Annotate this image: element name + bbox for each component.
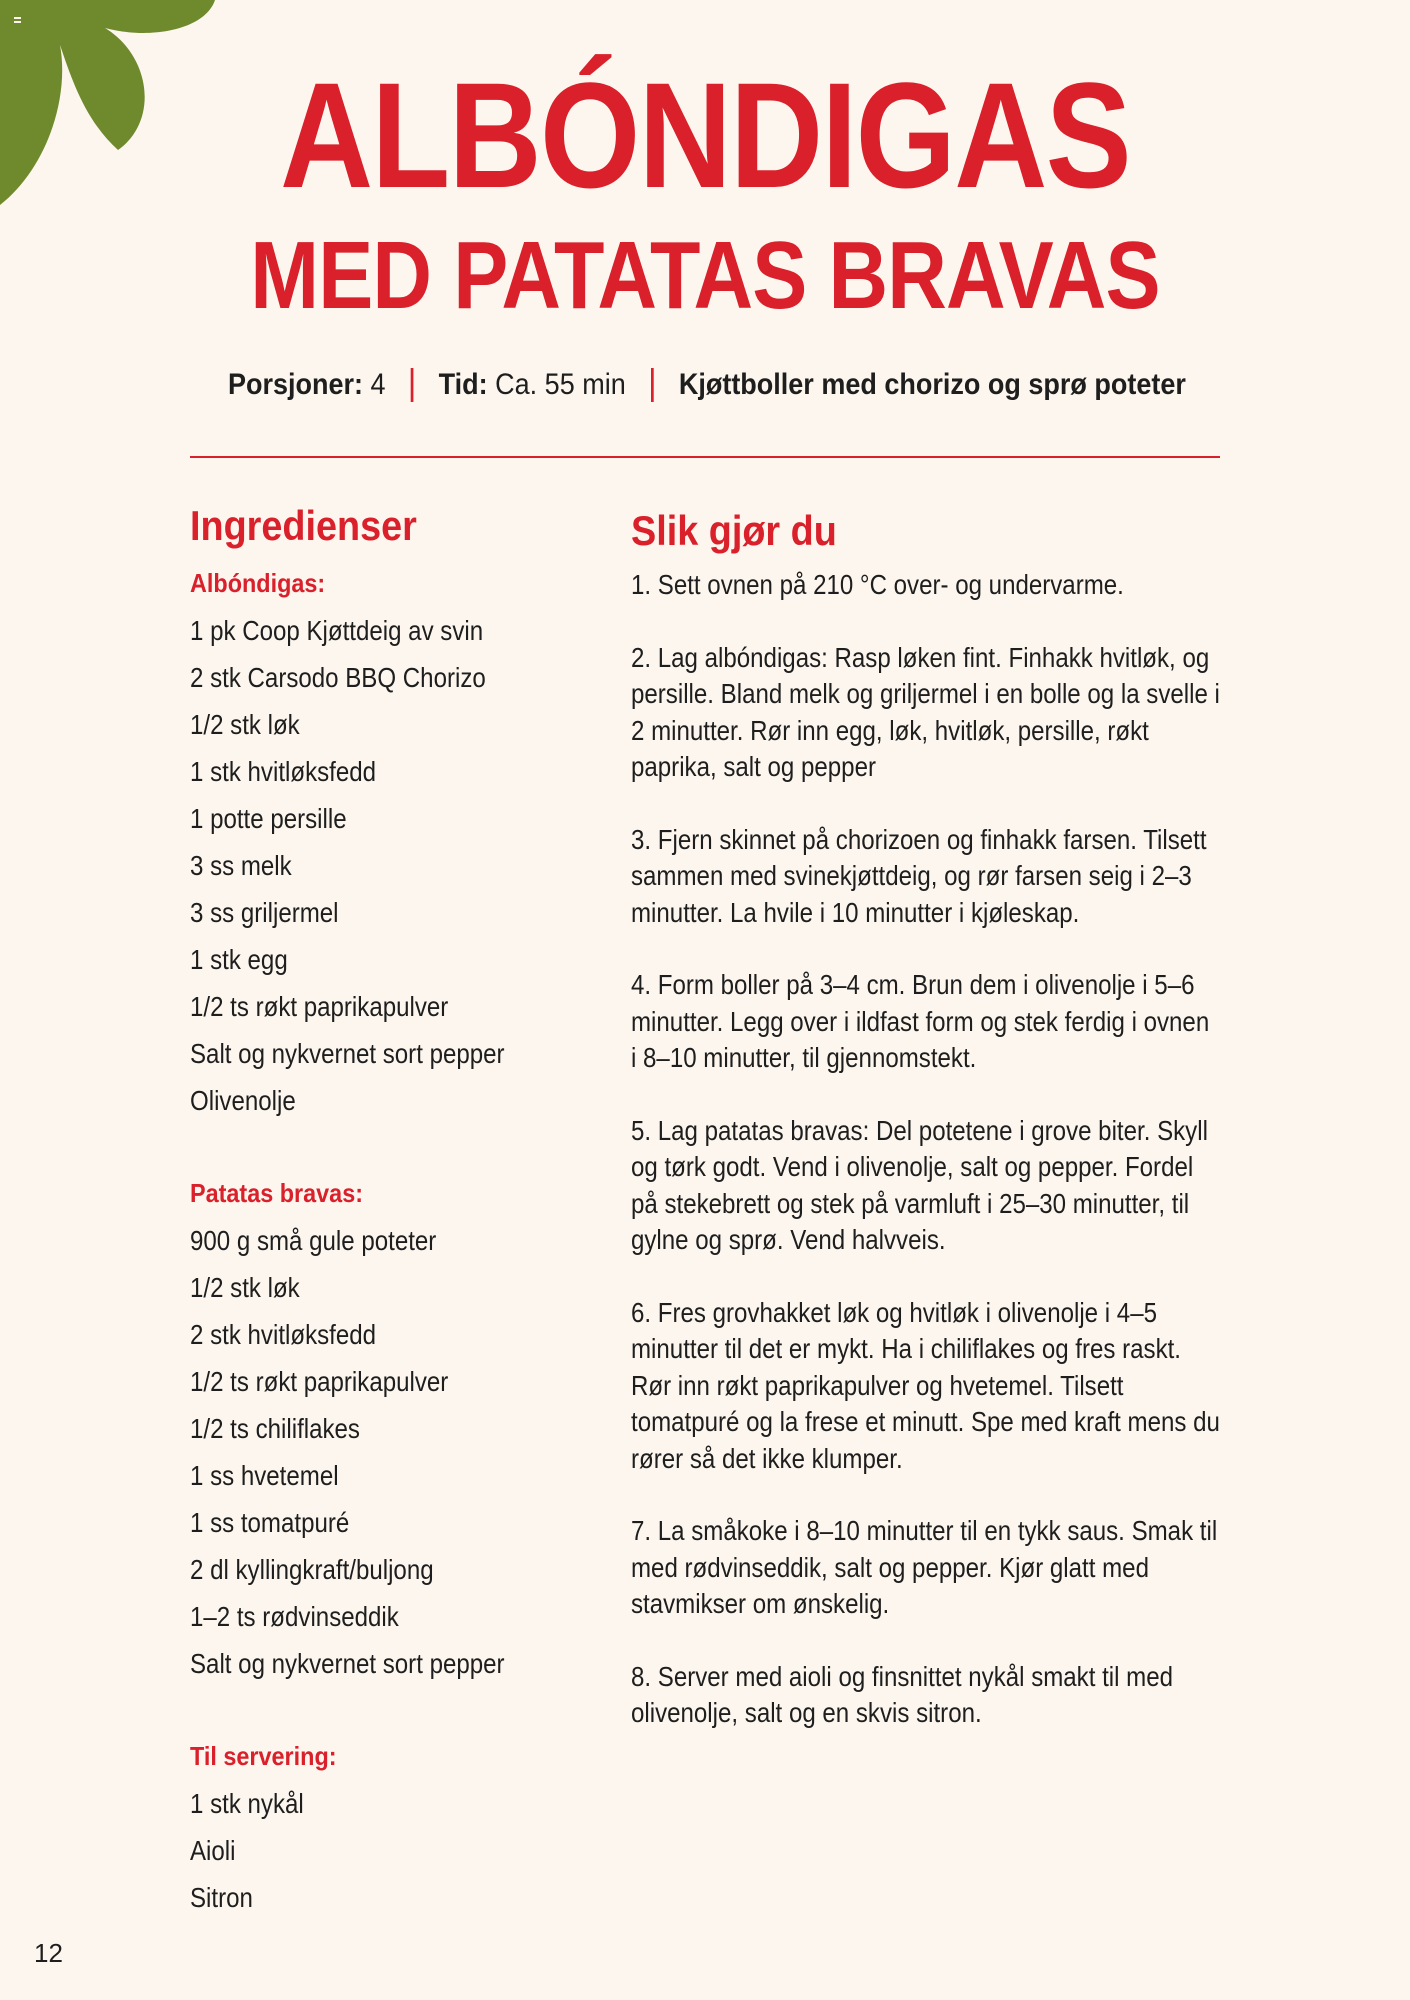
portions-value: 4 (370, 368, 386, 401)
ingredient-item: 1/2 stk løk (190, 709, 300, 740)
instruction-step: 2. Lag albóndigas: Rasp løken fint. Finhakk hvitløk, og persille. Bland melk og griljermel i en bolle og la svelle i 2 minutter. Rør inn egg, løk, hvitløk, persille, røkt paprika, salt og pepper (631, 641, 1220, 782)
ingredient-item: 3 ss griljermel (190, 897, 339, 928)
ingredients-column (190, 500, 610, 1921)
ingredient-item: Sitron (190, 1882, 253, 1913)
ingredient-item: 1 potte persille (190, 803, 347, 834)
time-label: Tid: (438, 368, 488, 401)
instruction-step: 3. Fjern skinnet på chorizoen og finhakk farsen. Tilsett sammen med svinekjøttdeig, og rør farsen seig i 2–3 minutter. La hvile i 10 minutter i kjøleskap. (631, 823, 1207, 928)
ingredient-item: 1/2 stk løk (190, 1272, 300, 1303)
title-main: ALBÓNDIGAS (280, 51, 1130, 219)
ingredient-item: 3 ss melk (190, 850, 292, 881)
meta-separator (411, 368, 414, 402)
instruction-step: 8. Server med aioli og finsnittet nykål smakt til med olivenolje, salt og en skvis sitron. (631, 1660, 1174, 1728)
ingredient-item: 1 ss hvetemel (190, 1460, 339, 1491)
instruction-step: 5. Lag patatas bravas: Del potetene i grove biter. Skyll og tørk godt. Vend i olivenolje, salt og pepper. Fordel på stekebrett og stek på varmluft i 25–30 minutter, til gylne og sprø. Vend halvveis. (631, 1114, 1208, 1255)
instructions-heading: Slik gjør du (631, 507, 837, 554)
recipe-title (0, 51, 1410, 331)
ingredient-item: 1/2 ts røkt paprikapulver (190, 991, 449, 1022)
ingredient-item: Aioli (190, 1835, 236, 1866)
instructions-column (631, 505, 1221, 1768)
ingredient-item: 1 stk nykål (190, 1788, 304, 1819)
ingredient-item: Olivenolje (190, 1085, 296, 1116)
divider (190, 456, 1220, 458)
ingredient-item: 1 stk hvitløksfedd (190, 756, 377, 787)
instruction-step: 7. La småkoke i 8–10 minutter til en tykk saus. Smak til med rødvinseddik, salt og pepper. Kjør glatt med stavmikser om ønskelig. (631, 1515, 1218, 1619)
page-number: 12 (34, 1938, 63, 1968)
recipe-meta (228, 368, 1186, 402)
ingredient-group-title: Albóndigas: (190, 568, 326, 598)
instruction-step: 4. Form boller på 3–4 cm. Brun dem i olivenolje i 5–6 minutter. Legg over i ildfast form og stek ferdig i ovnen i 8–10 minutter, til gjennomstekt. (631, 969, 1210, 1073)
time-value: Ca. 55 min (495, 368, 626, 401)
instruction-step: 6. Fres grovhakket løk og hvitløk i olivenolje i 4–5 minutter til det er mykt. Ha i chiliflakes og fres raskt. Rør inn røkt paprikapulver og hvetemel. Tilsett tomatpuré og la frese et minutt. Spe med kraft mens du rører så det ikke klumper. (631, 1296, 1220, 1474)
ingredient-item: Salt og nykvernet sort pepper (190, 1648, 505, 1679)
recipe-description: Kjøttboller med chorizo og sprø poteter (678, 368, 1186, 401)
ingredient-item: Salt og nykvernet sort pepper (190, 1038, 505, 1069)
ingredient-groups (190, 560, 610, 1921)
ingredients-heading: Ingredienser (190, 502, 417, 549)
instruction-step: 1. Sett ovnen på 210 °C over- og undervarme. (631, 569, 1124, 600)
portions (228, 368, 386, 402)
meta-separator (651, 368, 654, 402)
portions-label: Porsjoner: (228, 368, 364, 401)
ingredient-item: 1/2 ts røkt paprikapulver (190, 1366, 449, 1397)
ingredient-item: 1 stk egg (190, 944, 288, 975)
ingredient-group-title: Patatas bravas: (190, 1178, 364, 1208)
ingredient-item: 1/2 ts chiliflakes (190, 1413, 360, 1444)
ingredient-item: 2 dl kyllingkraft/buljong (190, 1554, 434, 1585)
title-subtitle: MED PATATAS BRAVAS (250, 222, 1160, 329)
ingredient-group (190, 1733, 610, 1921)
time (439, 368, 626, 402)
ingredient-group (190, 1170, 610, 1687)
ingredient-item: 1 pk Coop Kjøttdeig av svin (190, 615, 484, 646)
ingredient-group-title: Til servering: (190, 1741, 337, 1771)
instruction-steps (631, 567, 1221, 1732)
ingredient-item: 1–2 ts rødvinseddik (190, 1601, 399, 1632)
ingredient-item: 2 stk Carsodo BBQ Chorizo (190, 662, 486, 693)
ingredient-group (190, 560, 610, 1124)
ingredient-item: 1 ss tomatpuré (190, 1507, 350, 1538)
ingredient-item: 900 g små gule poteter (190, 1225, 437, 1256)
ingredient-item: 2 stk hvitløksfedd (190, 1319, 377, 1350)
